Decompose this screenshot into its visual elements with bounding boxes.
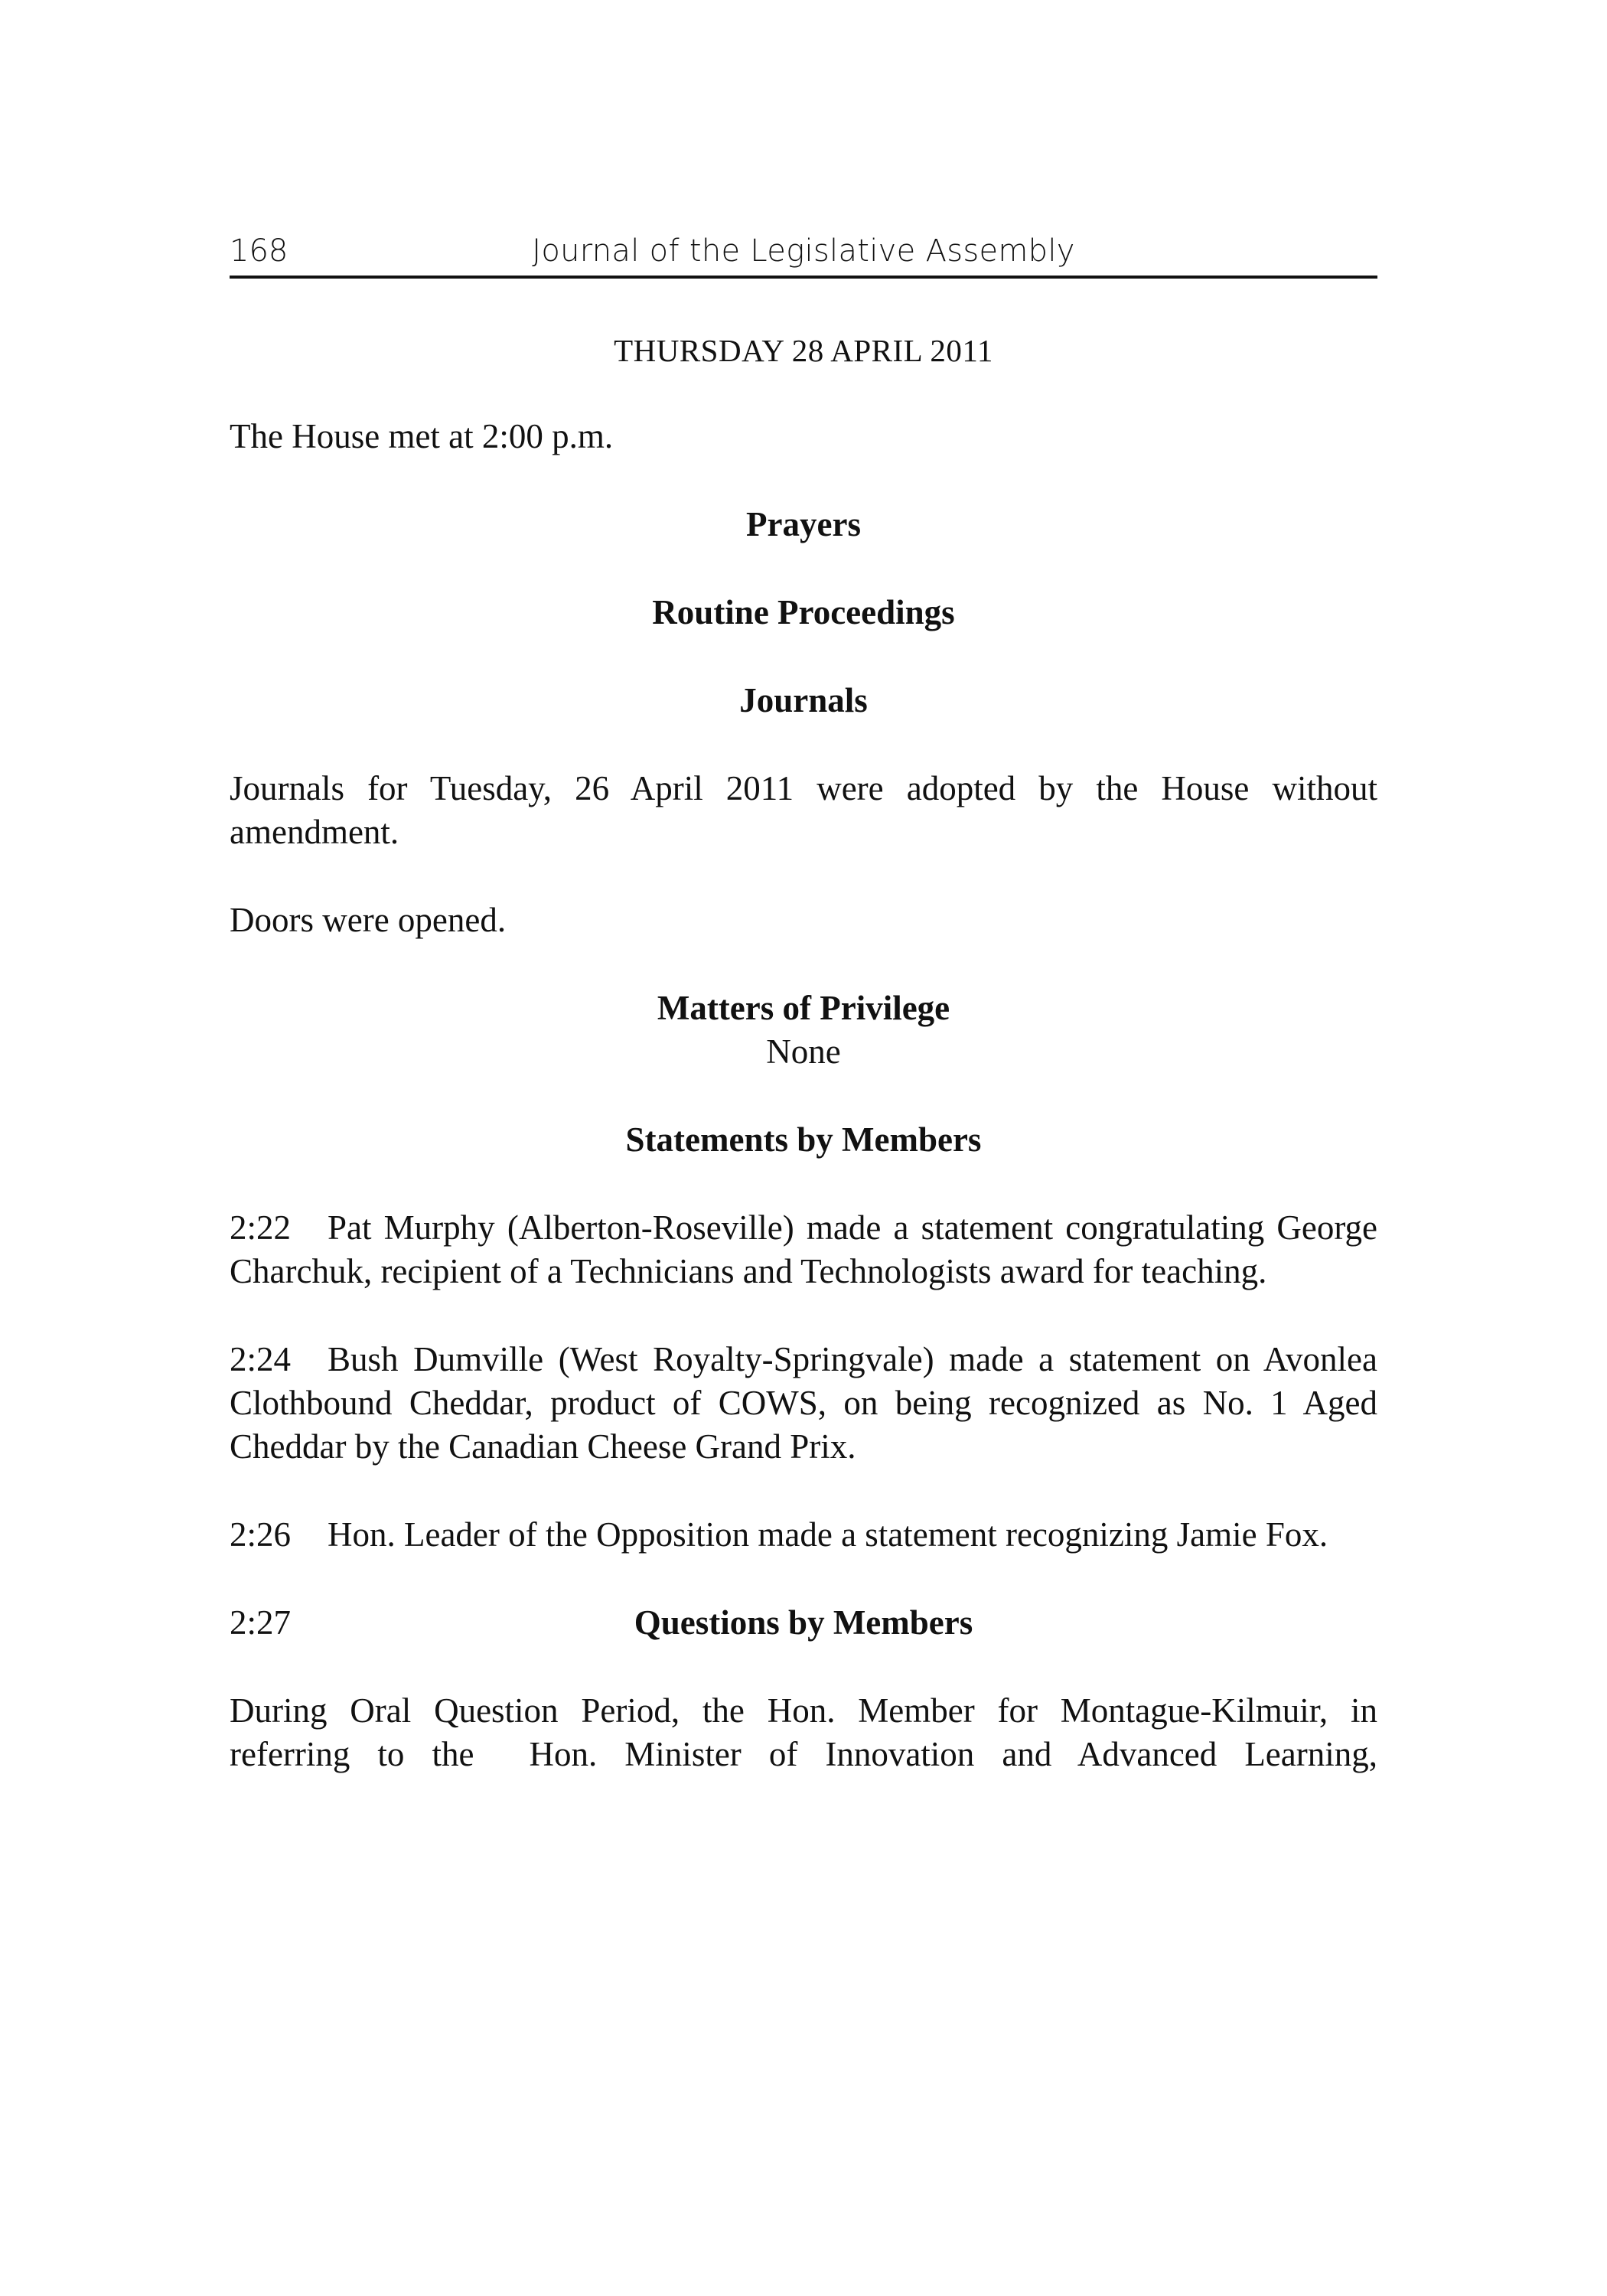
sitting-date: THURSDAY 28 APRIL 2011: [614, 333, 993, 368]
statement-text: Hon. Leader of the Opposition made a statement recognizing Jamie Fox.: [328, 1515, 1328, 1554]
questions-time: 2:27: [230, 1603, 292, 1642]
matters-of-privilege-note: None: [766, 1032, 841, 1071]
page-header: [230, 227, 1377, 279]
house-met-text: The House met at 2:00 p.m.: [230, 417, 614, 455]
page-number: 168: [230, 233, 288, 269]
heading-routine-proceedings: Routine Proceedings: [652, 593, 955, 631]
statement-text: Bush Dumville (West Royalty-Springvale) made a statement on Avonlea Clothbound Cheddar, product of COWS, on being recognized as No. 1 Aged Cheddar by the Canadian Cheese Grand Prix.: [230, 1340, 1377, 1466]
statement-time: 2:24: [230, 1340, 292, 1378]
statement-text: Pat Murphy (Alberton-Roseville) made a statement congratulating George Charchuk, recipient of a Technicians and Technologists award for teaching.: [230, 1208, 1377, 1290]
questions-text: During Oral Question Period, the Hon. Member for Montague-Kilmuir, in referring to the Hon. Minister of Innovation and Advanced Learning,: [230, 1691, 1387, 1773]
heading-journals: Journals: [739, 681, 868, 719]
statement-item: [230, 1206, 1377, 1293]
matters-of-privilege-section: [230, 987, 1377, 1074]
heading-statements-by-members: Statements by Members: [625, 1120, 982, 1159]
heading-questions-by-members: Questions by Members: [634, 1603, 973, 1642]
questions-section-heading: [230, 1601, 1377, 1645]
journal-page: [230, 0, 1387, 2296]
journals-text: Journals for Tuesday, 26 April 2011 were adopted by the House without amendment.: [230, 769, 1377, 851]
statement-item: [230, 1338, 1377, 1469]
statement-time: 2:26: [230, 1515, 292, 1554]
journal-body: [230, 329, 1387, 1821]
statement-time: 2:22: [230, 1208, 292, 1247]
statement-item: [230, 1513, 1377, 1557]
doors-text: Doors were opened.: [230, 901, 507, 939]
journal-title: Journal of the Legislative Assembly: [532, 233, 1075, 269]
heading-prayers: Prayers: [746, 505, 861, 543]
heading-matters-of-privilege: Matters of Privilege: [657, 989, 950, 1027]
